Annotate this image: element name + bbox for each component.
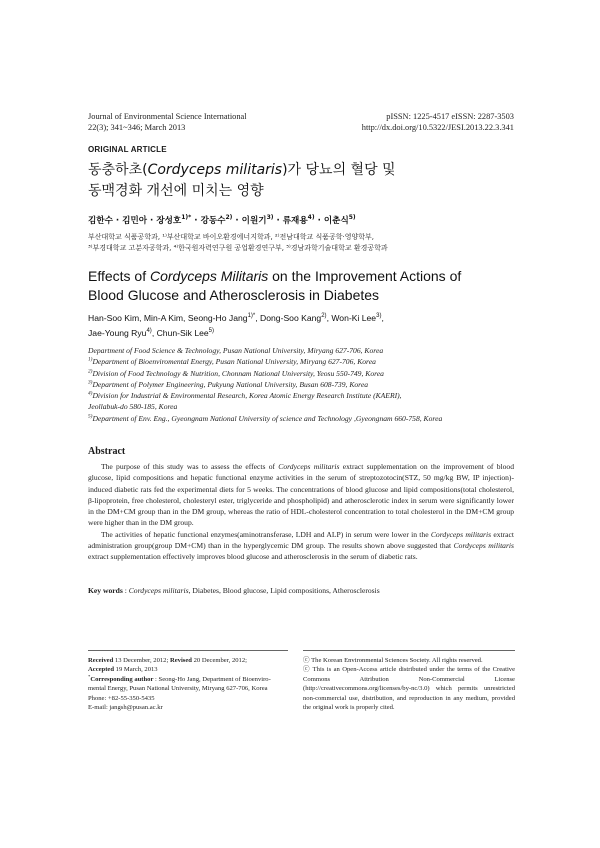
footnote-left — [88, 656, 294, 712]
english-title-part: Effects of — [88, 268, 150, 284]
affiliation-text: Department of Food Science & Technology, Pusan National University, Miryang 627-706, Korea — [88, 346, 384, 355]
affiliation-line — [88, 356, 528, 367]
keywords — [88, 585, 518, 596]
keywords-label: Key words — [88, 586, 123, 595]
korean-title-species: Cordyceps militaris — [147, 162, 283, 178]
abstract-text: extract supplementation effectively improves blood glucose and atherosclerosis in the serum of diabetic rats. — [88, 552, 418, 562]
author-separator: , — [151, 328, 157, 338]
affiliation-marker: 5) — [88, 413, 93, 420]
affiliation-line — [88, 345, 528, 356]
korean-author-affiliation-marker: 2) — [225, 214, 233, 222]
english-author-affiliation-marker: 5) — [208, 328, 215, 335]
corresponding-label: Corresponding author — [90, 675, 154, 683]
english-author-affiliation-marker: 1)* — [247, 313, 256, 320]
author-separator: · — [232, 216, 242, 226]
author-separator: · — [191, 216, 201, 226]
english-title — [88, 267, 518, 305]
korean-affiliation-line: ³⁾부경대학교 고분자공학과, ⁴⁾한국원자력연구원 공업환경연구부, ⁵⁾경남과학기술대학교 환경공학과 — [88, 244, 388, 252]
affiliation-line — [88, 413, 528, 424]
english-author: Dong-Soo Kang — [260, 313, 322, 323]
abstract-heading: Abstract — [88, 446, 126, 457]
english-author: Han-Soo Kim — [88, 313, 140, 323]
author-separator: · — [147, 216, 157, 226]
corresponding-author: : Seong-Ho Jang, Department of Bioenviro- — [153, 675, 271, 683]
abstract-text: extract administration group(group DM+CM) than in the hyperglycemic DM group. The results shown above suggested that — [88, 529, 515, 551]
author-separator: , — [183, 313, 188, 323]
english-author-affiliation-marker: 2) — [321, 313, 327, 320]
korean-title — [88, 160, 518, 202]
keyword-species: Cordyceps militaris — [128, 586, 189, 595]
doi-link[interactable]: http://dx.doi.org/10.5322/JESI.2013.22.3.341 — [361, 123, 514, 132]
korean-author: 이원기 — [241, 216, 267, 226]
english-author: Jae-Young Ryu — [88, 328, 147, 338]
english-title-line2: Blood Glucose and Atherosclerosis in Diabetes — [88, 287, 380, 303]
affiliation-text: Department of Env. Eng., Gyeongnam National University of science and Technology ,Gyeongnam 660-758, Korea — [92, 413, 443, 423]
revised-label: Revised — [169, 657, 192, 664]
korean-author-affiliation-marker: 1)* — [181, 214, 192, 222]
korean-author-affiliation-marker: 3) — [266, 214, 274, 222]
abstract-text: extract supplementation on the improvement of blood glucose, lipid compositions and hepatic functional enzyme activities in the serum of streptozotocin(STZ, 50 mg/kg BW, IP injection)-induced diabetic rats fed the experimental diets for 5 weeks. The concentrations of blood glucose and lipid compositions(total cholesterol, β-lipoprotein, free cholesterol, cholesteryl ester, triglyceride and phospholipid) and atherosclerotic index in serum were significantly lower in the DM+CM group than in the DM group, whereas the ratio of HDL-cholesterol concentration to total cholesterol in the DM+CM group were higher than in the DM group. — [88, 462, 514, 528]
abstract-text: The purpose of this study was to assess the effects of — [101, 462, 279, 471]
english-authors — [88, 311, 508, 341]
abstract-paragraph-2 — [88, 529, 514, 563]
affiliation-marker: 3) — [88, 379, 93, 386]
affiliations — [88, 345, 528, 424]
affiliation-text: Department of Polymer Engineering, Pukyung National University, Busan 608-739, Korea — [92, 379, 369, 389]
author-separator: , — [326, 313, 332, 323]
abstract-paragraph-1 — [88, 461, 514, 529]
korean-author: 김한수 — [88, 216, 113, 226]
author-separator: · — [112, 216, 123, 226]
korean-affiliations — [88, 232, 528, 254]
author-separator: , — [381, 313, 384, 323]
korean-author: 이춘식 — [323, 216, 349, 226]
license-notice: ⓒ This is an Open-Access article distributed under the terms of the Creative Commons Attribution Non-Commercial License (http://creativecommons.org/licenses/by-nc/3.0) which permits unrestricted non-commercial use, distribution, and reproduction in any medium, provided the original work is properly cited. — [303, 666, 515, 712]
korean-title-part: 동충하초( — [88, 162, 148, 178]
affiliation-line — [88, 390, 528, 401]
accepted-date: 19 March, 2013 — [114, 666, 158, 674]
keywords-separator: : — [122, 586, 129, 595]
abstract-species: Cordyceps militaris — [430, 529, 492, 539]
author-separator: · — [273, 216, 283, 226]
phone: Phone: +82-55-350-5435 — [88, 694, 155, 702]
journal-name: Journal of Environmental Science International — [88, 112, 247, 121]
affiliation-text: Division of Food Technology & Nutrition, Chonnam National University, Yeosu 550-749, Korea — [92, 368, 384, 378]
affiliation-line — [88, 379, 528, 390]
korean-author-affiliation-marker: 4) — [307, 214, 315, 222]
author-separator: , — [139, 313, 144, 323]
affiliation-text: Jeollabuk-do 580-185, Korea — [88, 402, 178, 412]
article-type: ORIGINAL ARTICLE — [88, 145, 167, 154]
english-title-part: on the Improvement Actions of — [268, 268, 462, 284]
korean-author: 장성호 — [156, 216, 182, 226]
affiliation-line — [88, 368, 528, 379]
footnote-rule-right — [303, 650, 515, 651]
english-author: Won-Ki Lee — [331, 313, 377, 323]
accepted-label: Accepted — [88, 666, 114, 674]
english-author: Min-A Kim — [143, 313, 184, 323]
korean-affiliation-line: 부산대학교 식품공학과, ¹⁾부산대학교 바이오환경에너지학과, ²⁾전남대학교 식품공학·영양학부, — [88, 233, 375, 241]
received-date: 13 December, 2012; — [113, 657, 170, 664]
footnote-right — [303, 656, 515, 712]
received-label: Received — [88, 657, 114, 664]
korean-author-affiliation-marker: 5) — [348, 214, 356, 222]
author-separator: · — [314, 216, 324, 226]
running-header-right — [300, 111, 514, 133]
korean-title-line2: 동맥경화 개선에 미치는 영향 — [88, 183, 264, 199]
copyright-notice: ⓒ The Korean Environmental Sciences Society. All rights reserved. — [303, 657, 483, 664]
affiliation-text: Division for Industrial & Environmental Research, Korea Atomic Energy Research Institute (KAERI), — [92, 391, 402, 401]
corresponding-marker: * — [88, 673, 91, 679]
english-author-affiliation-marker: 4) — [146, 328, 152, 335]
affiliation-text: Department of Bioenviromental Energy, Pusan National University, Miryang 627-706, Korea — [92, 357, 376, 367]
affiliation-marker: 1) — [88, 356, 93, 363]
abstract-species: Cordyceps militaris — [453, 541, 514, 551]
journal-volume: 22(3); 341~346; March 2013 — [88, 123, 186, 132]
email-link[interactable]: E-mail: jangsh@pusan.ac.kr — [88, 704, 163, 712]
revised-date: 20 December, 2012; — [191, 657, 247, 664]
abstract-text: The activities of hepatic functional enzymes(aminotransferase, LDH and ALP) in serum were lower in the — [101, 529, 431, 539]
english-author-affiliation-marker: 3) — [376, 313, 382, 320]
affiliation-line — [88, 401, 528, 412]
korean-authors — [88, 214, 518, 226]
english-author: Seong-Ho Jang — [187, 313, 248, 323]
issn: pISSN: 1225-4517 eISSN: 2287-3503 — [386, 112, 514, 121]
affiliation-marker: 2) — [88, 368, 93, 375]
korean-author: 김민아 — [122, 216, 148, 226]
affiliation-marker: 4) — [88, 390, 93, 397]
korean-author: 강동수 — [200, 216, 226, 226]
korean-title-part: )가 당뇨의 혈당 및 — [282, 162, 396, 178]
english-author: Chun-Sik Lee — [156, 328, 209, 338]
abstract-body — [88, 461, 514, 563]
english-title-species: Cordyceps Militaris — [150, 268, 269, 284]
abstract-species: Cordyceps militaris — [278, 462, 340, 471]
korean-author: 류재용 — [282, 216, 308, 226]
footnote-rule-left — [88, 650, 288, 651]
keywords-list: , Diabetes, Blood glucose, Lipid compositions, Atherosclerosis — [188, 586, 380, 595]
corresponding-address: mental Energy, Pusan National University, Miryang 627-706, Korea — [88, 685, 268, 693]
author-separator: , — [255, 313, 261, 323]
